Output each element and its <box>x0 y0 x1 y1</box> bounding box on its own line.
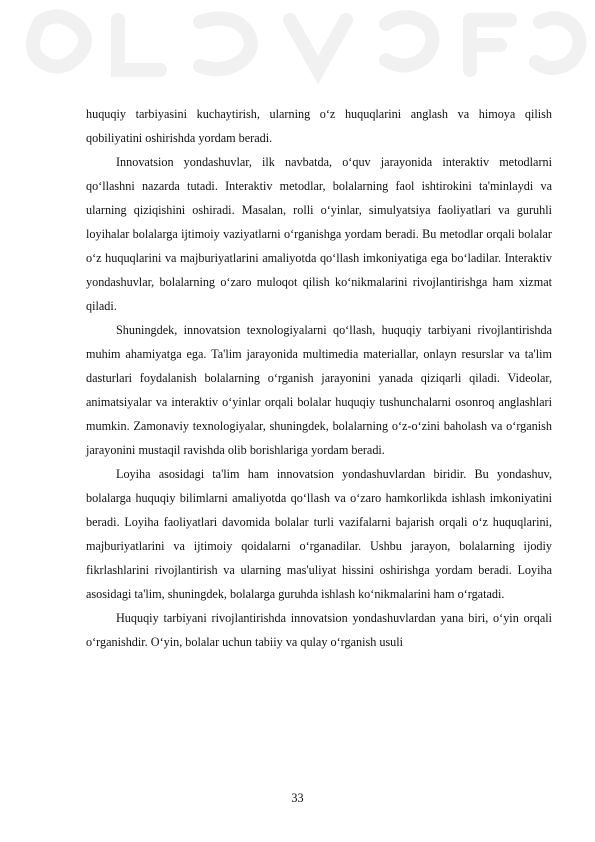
page-number: 33 <box>291 791 304 805</box>
paragraph-innovative-technologies: Shuningdek, innovatsion texnologiyalarni qo‘llash, huquqiy tarbiyani rivojlantirishda muhim ahamiyatga ega. Ta'lim jarayonida multimedia materiallar, onlayn resurslar va ta'lim dasturlari foydalanish bolalarning o‘rganish jarayonini yanada qiziqarli qiladi. Videolar, animatsiyalar va interaktiv o‘yinlar orqali bolalar huquqiy tushunchalarni osonroq anglashlari mumkin. Zamonaviy texnologiyalar, shuningdek, bolalarning o‘z-o‘zini baholash va o‘rganish jarayonini mustaqil ravishda olib borishlariga yordam beradi. <box>86 323 552 457</box>
paragraph-continuation: huquqiy tarbiyasini kuchaytirish, ularning o‘z huquqlarini anglash va himoya qilish qobiliyatini oshirishda yordam beradi. <box>86 107 552 145</box>
background-watermark <box>0 0 595 110</box>
paragraph-interactive-methods: Innovatsion yondashuvlar, ilk navbatda, o‘quv jarayonida interaktiv metodlarni qo‘llashni nazarda tutadi. Interaktiv metodlar, bolalarning faol ishtirokini ta'minlaydi va ularning qiziqishini oshiradi. Masalan, rolli o‘yinlar, simulyatsiya faoliyatlari va guruhli loyihalar bolalarga ijtimoiy vaziyatlarni o‘rganishga yordam beradi. Bu metodlar orqali bolalar o‘z huquqlarini va majburiyatlarini amaliyotda qo‘llash imkoniyatiga ega bo‘ladilar. Interaktiv yondashuvlar, bolalarning o‘zaro muloqot qilish ko‘nikmalarini rivojlantirishga ham xizmat qiladi. <box>86 155 552 313</box>
paragraph-project-based-learning: Loyiha asosidagi ta'lim ham innovatsion yondashuvlardan biridir. Bu yondashuv, bolalarga huquqiy bilimlarni amaliyotda qo‘llash va o‘zaro hamkorlikda ishlash imkoniyatini beradi. Loyiha faoliyatlari davomida bolalar turli vazifalarni bajarish orqali o‘z huquqlarini, majburiyatlarini va ijtimoiy qoidalarni o‘rganadilar. Ushbu jarayon, bolalarning ijodiy fikrlashlarini rivojlantirish va ularning mas'uliyat hissini oshirishga yordam beradi. Loyiha asosidagi ta'lim, shuningdek, bolalarga guruhda ishlash ko‘nikmalarini ham o‘rgatadi. <box>86 467 552 601</box>
document-body <box>86 102 552 654</box>
paragraph-learning-through-play: Huquqiy tarbiyani rivojlantirishda innovatsion yondashuvlardan yana biri, o‘yin orqali o‘rganishdir. O‘yin, bolalar uchun tabiiy va qulay o‘rganish usuli <box>86 611 552 649</box>
